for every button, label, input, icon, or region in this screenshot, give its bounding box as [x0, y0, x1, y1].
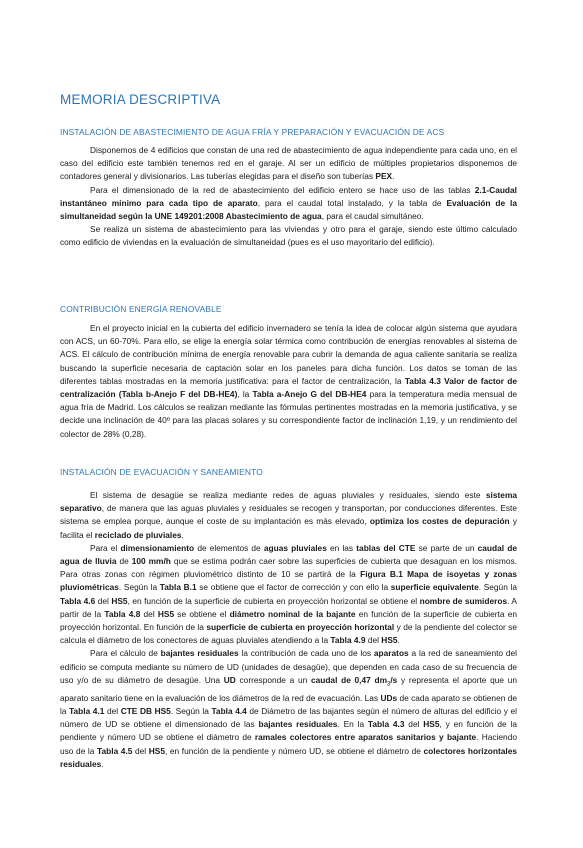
bold-text: Tabla 4.3 [367, 719, 405, 730]
text-run: la contribución de cada uno de los [238, 648, 374, 659]
bold-text: Tabla a-Anejo G del DB-HE4 [252, 389, 367, 400]
bold-text: sistema separativo [60, 490, 517, 514]
section-body-energia-renovable [60, 322, 517, 441]
text-run: y representa el aporte que un aparato sanitario tiene en la evaluación de los diámetros de la red de evacuación. Las [60, 674, 518, 703]
text-run: . [101, 758, 104, 769]
bold-text: UD [223, 674, 236, 685]
text-run: . [181, 529, 184, 540]
section-heading-evacuacion: INSTALACIÓN DE EVACUACIÓN Y SANEAMIENTO [60, 467, 263, 477]
subscript-unit: 3 [387, 681, 391, 688]
text-run: . [392, 171, 395, 182]
bold-text: aguas pluviales [263, 542, 327, 553]
text-run: En el proyecto inicial en la cubierta del edificio invernadero se tenía la idea de colocar algún sistema que ayudara con ACS, un 60-70%. Para ello, se elige la energía solar térmica como contribución de energías renovables al sistema de ACS. El cálculo de contribución mínima de energía renovable para cubrir la demanda de agua caliente sanitaria se realiza buscando la superficie necesaria de captación solar en los paneles para dicha función. Los datos se toman de las diferentes tablas mostradas en la memoria justificativa: para el factor de centralización, la [60, 323, 517, 386]
text-run: , en función de la pendiente y número UD, se obtiene el diámetro de [164, 745, 424, 756]
paragraph [60, 322, 517, 441]
text-run: en las [326, 542, 357, 553]
bold-text: Tabla 4.1 [69, 705, 105, 716]
text-run: del [104, 705, 121, 716]
text-run: , la [237, 389, 253, 400]
bold-text: optimiza los costes de depuración [369, 516, 510, 527]
text-run: que se estima podrán caer sobre las superficies de cubierta que desaguan en los mismos. Para otras zonas con régimen pluviométrico distinto de 10 se partirá de la [60, 556, 517, 580]
bold-text: 100 mm/h [131, 556, 171, 567]
text-run: de [116, 556, 132, 567]
paragraph [60, 647, 517, 770]
text-run: se obtiene que el factor de corrección y con ello la [196, 582, 391, 593]
section-body-abastecimiento [60, 144, 517, 250]
text-run: corresponde a un [235, 674, 311, 685]
text-run: , para el caudal simultáneo. [321, 211, 424, 222]
section-heading-abastecimiento: INSTALACIÓN DE ABASTECIMIENTO DE AGUA FRÍA Y PREPARACIÓN Y EVACUACIÓN DE ACS [60, 127, 445, 137]
bold-text: Evaluación de la simultaneidad según la UNE 149201:2008 Abastecimiento de agua [60, 197, 517, 222]
bold-text: Tabla 4.3 Valor de factor de centralización (Tabla b-Anejo F del DB-HE4) [60, 375, 517, 400]
bold-text: ramales colectores entre aparatos sanitarios y bajante [254, 732, 477, 743]
text-run: , para el caudal total instalado, y la tabla de [257, 197, 447, 208]
text-run: se parte de un [415, 542, 478, 553]
bold-text: diámetro nominal de la bajante [229, 608, 356, 619]
text-run: del [404, 719, 424, 730]
bold-text: superficie de cubierta en proyección horizontal [206, 622, 395, 633]
text-run: , de manera que las aguas pluviales y residuales se recogen y transportan, por conducciones diferentes. Este sistema se emplea porque, aunque el coste de su implantación es más elevado, [60, 503, 517, 527]
text-run: se obtiene el [174, 608, 230, 619]
text-run: Para el cálculo de [90, 648, 161, 659]
bold-text: HS5 [111, 595, 128, 606]
text-run: , en función de la superficie de cubierta en proyección horizontal se obtiene el [127, 595, 420, 606]
text-run: de cada aparato se obtienen de la [60, 692, 517, 716]
bold-text: HS5 [423, 719, 440, 730]
bold-text: Tabla B.1 [159, 582, 197, 593]
text-run: . Según la [118, 582, 160, 593]
bold-text: dimensionamiento [120, 542, 195, 553]
text-run: . A partir de la [60, 595, 517, 619]
bold-text: nombre de sumideros [419, 595, 508, 606]
text-run: del [140, 608, 158, 619]
bold-text: Tabla 4.9 [330, 635, 366, 646]
bold-text: colectores horizontales residuales [60, 745, 517, 769]
text-run: de Diámetro de las bajantes según el número de alturas del edificio y el número de UD se obtiene el dimensionado de las [60, 705, 517, 730]
text-run: en función de la superficie de cubierta en proyección horizontal. En función de la [60, 608, 517, 633]
bold-text: superficie equivalente [390, 582, 479, 593]
text-run: del [365, 635, 382, 646]
bold-text: bajantes residuales [160, 648, 239, 659]
paragraph [60, 223, 517, 249]
section-body-evacuacion [60, 489, 517, 771]
text-run: , y en función de la pendiente y número UD se obtiene el diámetro de [60, 719, 518, 743]
text-run: El sistema de desagüe se realiza mediante redes de aguas pluviales y residuales, siendo este [90, 490, 486, 500]
bold-text: UDs [380, 692, 398, 703]
text-run: . Según la [170, 705, 212, 716]
paragraph [60, 489, 517, 542]
text-run: Para el dimensionado de la red de abastecimiento del edificio entero se hace uso de las tablas [90, 184, 475, 195]
bold-text: Figura B.1 Mapa de isoyetas y zonas pluviométricas [60, 569, 518, 593]
text-run: . Según la [478, 582, 517, 593]
bold-text: Tabla 4.4 [211, 705, 247, 716]
page-title: MEMORIA DESCRIPTIVA [60, 92, 221, 107]
bold-text: CTE DB HS5 [120, 705, 171, 716]
text-run: Para el [90, 542, 121, 553]
text-run: y facilita el [60, 516, 518, 540]
bold-text: PEX [375, 171, 393, 182]
text-run: . En la [337, 719, 368, 730]
text-run: del [95, 595, 112, 606]
text-run: de elementos de [194, 542, 264, 553]
text-run: . [397, 635, 400, 646]
bold-text: /s [390, 674, 398, 685]
bold-text: tablas del CTE [356, 542, 416, 553]
paragraph [60, 542, 517, 648]
paragraph [60, 184, 517, 224]
text-run: a la red de saneamiento del edificio se computa mediante su número de UD (unidades de desagüe), que dependen en cada caso de su frecuencia de uso y/o de su diámetro de desagüe. Una [60, 648, 517, 685]
bold-text: 2.1-Caudal instantáneo mínimo para cada tipo de aparato [60, 184, 517, 208]
text-run: Disponemos de 4 edificios que constan de una red de abastecimiento de agua independiente para cada uno, en el caso del edificio este también tenemos red en el garaje. Al ser un edificio de múltiples propietarios disponemos de contadores general y divisionarios. Las tuberías elegidas para el diseño son tuberías [60, 145, 517, 182]
text-run: . Haciendo uso de la [60, 732, 517, 756]
paragraph [60, 144, 517, 184]
text-run: del [132, 745, 149, 756]
bold-text: HS5 [148, 745, 165, 756]
section-heading-energia-renovable: CONTRIBUCIÓN ENERGÍA RENOVABLE [60, 304, 222, 314]
bold-text: HS5 [381, 635, 398, 646]
text-run: Se realiza un sistema de abastecimiento para las viviendas y otro para el garaje, siendo este último calculado como edificio de viviendas en la evaluación de simultaneidad (pues es el uso mayoritario del edificio). [60, 224, 517, 248]
text-run: y de la pendiente del colector se calcula el diámetro de los conectores de aguas pluviales atendiendo a la [60, 622, 517, 646]
bold-text: bajantes residuales [258, 719, 338, 730]
bold-text: Tabla 4.8 [104, 608, 141, 619]
bold-text: caudal de 0,47 dm [310, 674, 388, 685]
bold-text: Tabla 4.5 [97, 745, 133, 756]
text-run: para la temperatura media mensual de agua fría de Madrid. Los cálculos se realizan mediante las fórmulas pertinentes mostradas en la memoria justificativa, y se decide una inclinación de 40º para las placas solares y su correspondiente factor de inclinación 1,19, y un rendimiento del colector de 28% (0,28). [60, 389, 518, 439]
bold-text: caudal de agua de lluvia [60, 542, 517, 567]
bold-text: HS5 [157, 608, 175, 619]
bold-text: aparatos [373, 648, 409, 659]
bold-text: reciclado de pluviales [94, 529, 182, 540]
bold-text: Tabla 4.6 [60, 595, 96, 606]
